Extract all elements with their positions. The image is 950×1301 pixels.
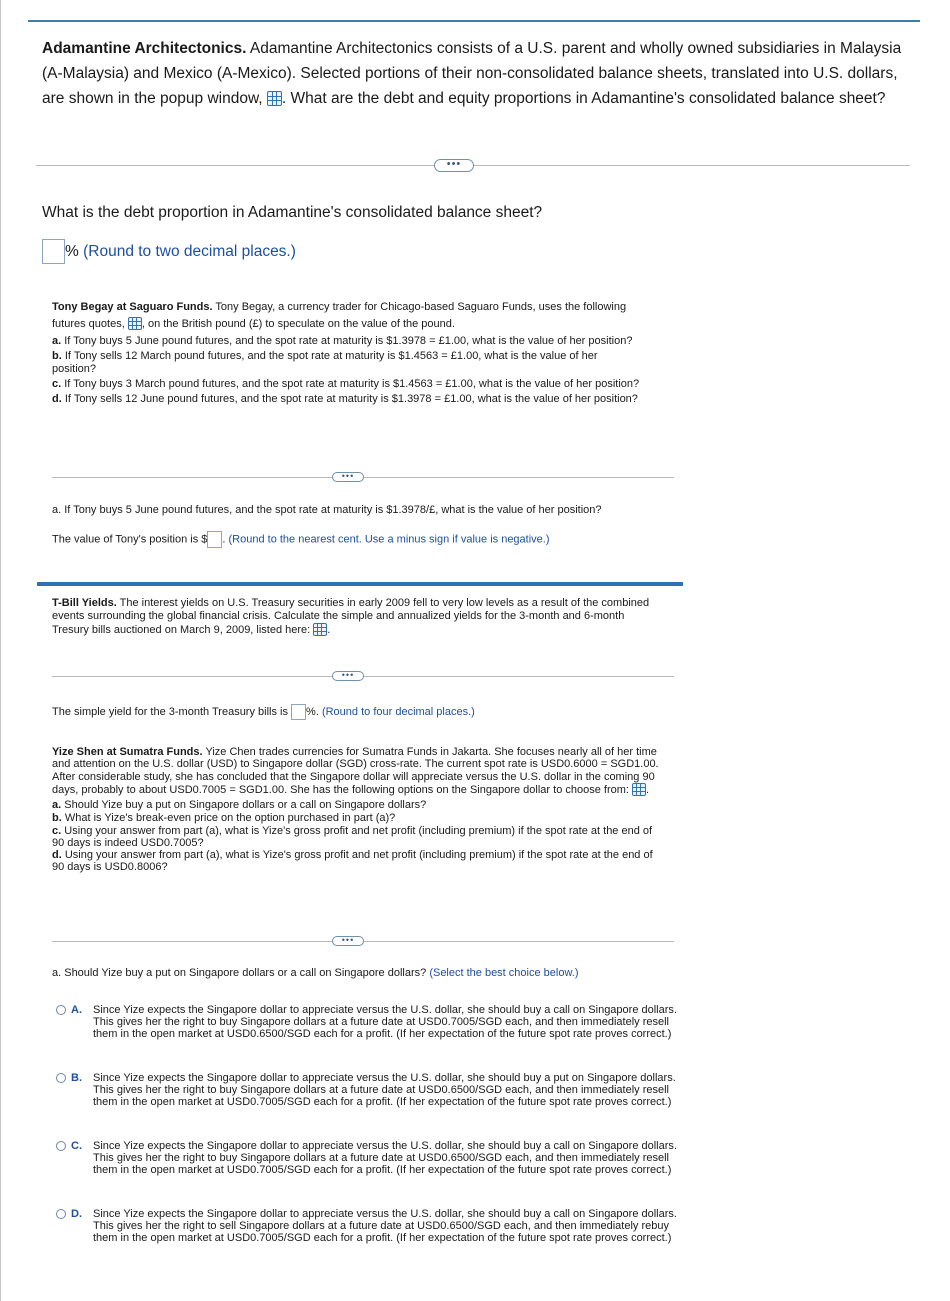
q3-hint: (Round to four decimal places.) <box>321 705 475 718</box>
q4-intro-a: Yize Chen trades currencies for Sumatra Funds in Jakarta. She focuses nearly all of her time and attention on the U.S. dollar (USD) to Singapore dollar (SGD) cross-rate. The current spot rate is USD0.6000 = SGD1.00. After considerable study, she has concluded that the Singapore dollar will appreciate versus the U.S. dollar in the coming 90 days, probably to about USD0.7005 = SGD1.00. She has the following options on the Singapore dollar to choose from: <box>52 746 659 797</box>
q2-title: Tony Begay at Saguaro Funds. <box>52 301 213 313</box>
q4-title: Yize Shen at Sumatra Funds. <box>52 746 203 758</box>
page-left-border <box>0 0 1 1301</box>
q1-expand-button[interactable]: ••• <box>434 159 474 172</box>
q2-intro-a: Tony Begay, a currency trader for Chicago-based Saguaro Funds, uses the following futures quotes, <box>52 301 627 330</box>
q2-part-d: d. If Tony sells 12 June pound futures, and the spot rate at maturity is $1.3978 = £1.00, what is the value of her position? <box>52 393 638 405</box>
q2-hint: (Round to the nearest cent. Use a minus sign if value is negative.) <box>228 533 550 546</box>
q3-body: The interest yields on U.S. Treasury securities in early 2009 fell to very low levels as a result of the combined events surrounding the global financial crisis. Calculate the simple and annualized yields for the 3-month and 6-month Tresury bills auctioned on March 9, 2009, listed here: <box>52 597 650 636</box>
q1-answer-row <box>42 239 742 264</box>
q4-option-d-radio[interactable] <box>56 1209 66 1219</box>
q4-question-row <box>52 967 692 980</box>
q3-title: T-Bill Yields. <box>52 597 117 609</box>
q2-part-b: b. If Tony sells 12 March pound futures, and the spot rate at maturity is $1.4563 = £1.00, what is the value of her position? <box>52 350 598 375</box>
q4-option-a-radio[interactable] <box>56 1005 66 1015</box>
q2-answer-prefix: The value of Tony's position is $ <box>52 533 208 546</box>
top-rule <box>28 20 920 22</box>
q3-answer-prefix: The simple yield for the 3-month Treasury bills is <box>52 705 288 718</box>
q3-expand-button[interactable]: ••• <box>332 671 364 681</box>
q3-answer-suffix: %. <box>306 705 319 718</box>
q4-option-c-radio[interactable] <box>56 1141 66 1151</box>
q2-question: a. If Tony buys 5 June pound futures, and the spot rate at maturity is $1.3978/£, what is the value of her position? <box>52 504 602 516</box>
q4-hint: (Select the best choice below.) <box>429 967 579 979</box>
q4-part-d: d. Using your answer from part (a), what is Yize's gross profit and net profit (including premium) if the spot rate at the end of 90 days is USD0.8006? <box>52 848 653 873</box>
q2-prompt <box>52 299 642 406</box>
q1-prompt <box>42 36 910 111</box>
q3-prompt: T-Bill Yields. The interest yields on U.S. Treasury securities in early 2009 fell to very low levels as a result of the combined events surrounding the global financial crisis. Calculate the simple and annualized yields for the 3-month and 6-month Tresury bills auctioned on March 9, 2009, listed here: . <box>52 597 650 636</box>
q4-question: a. Should Yize buy a put on Singapore dollars or a call on Singapore dollars? <box>52 967 427 979</box>
q2-table-icon[interactable] <box>128 317 142 330</box>
q1-body-b: . What are the debt and equity proportions in Adamantine's consolidated balance sheet? <box>281 90 886 107</box>
q3-answer-row <box>52 704 672 720</box>
q4-table-icon[interactable] <box>632 783 646 796</box>
q4-part-b: b. What is Yize's break-even price on the option purchased in part (a)? <box>52 811 396 824</box>
q3-answer-input[interactable] <box>291 704 306 720</box>
q2-answer-input[interactable] <box>207 531 222 548</box>
q2-answer-row <box>52 531 672 548</box>
q4-option-b-radio[interactable] <box>56 1073 66 1083</box>
q4-option-b-text: Since Yize expects the Singapore dollar to appreciate versus the U.S. dollar, she should buy a put on Singapore dollars. This gives her the right to buy Singapore dollars at a future date at USD0.6500/SGD each, and then immediately resell them in the open market at USD0.7005/SGD each for a profit. (If her expectation of the future spot rate proves correct.) <box>93 1072 676 1108</box>
q2-answer-suffix: . <box>222 533 226 546</box>
q1-question: What is the debt proportion in Adamantine's consolidated balance sheet? <box>42 204 543 221</box>
q4-option-d-text: Since Yize expects the Singapore dollar to appreciate versus the U.S. dollar, she should buy a call on Singapore dollars. This gives her the right to sell Singapore dollars at a future date at USD0.6500/SGD each, and then immediately rebuy them in the open market at USD0.7005/SGD each for a profit. (If her expectation of the future spot rate proves correct.) <box>93 1208 677 1244</box>
q4-option-c-letter: C. <box>71 1140 82 1152</box>
q3-table-icon[interactable] <box>313 623 327 636</box>
q4-part-a: a. Should Yize buy a put on Singapore dollars or a call on Singapore dollars? <box>52 798 427 811</box>
q2-part-c: c. If Tony buys 3 March pound futures, and the spot rate at maturity is $1.4563 = £1.00, what is the value of her position? <box>52 378 640 390</box>
q1-title: Adamantine Architectonics. <box>42 40 247 57</box>
q2-expand-button[interactable]: ••• <box>332 472 364 482</box>
q4-option-a-text: Since Yize expects the Singapore dollar to appreciate versus the U.S. dollar, she should buy a call on Singapore dollars. This gives her the right to buy Singapore dollars at a future date at USD0.7005/SGD each, and then immediately resell them in the open market at USD0.6500/SGD each for a profit. (If her expectation of the future spot rate proves correct.) <box>93 1004 677 1040</box>
q1-table-icon[interactable] <box>267 91 282 106</box>
q3-top-rule <box>37 582 683 586</box>
q4-expand-button[interactable]: ••• <box>332 936 364 946</box>
q4-option-d-letter: D. <box>71 1208 82 1220</box>
q4-option-b-letter: B. <box>71 1072 82 1084</box>
q2-part-a: a. If Tony buys 5 June pound futures, and the spot rate at maturity is $1.3978 = £1.00, what is the value of her position? <box>52 335 633 347</box>
q2-intro-b: , on the British pound (£) to speculate on the value of the pound. <box>141 318 455 330</box>
q4-prompt: Yize Shen at Sumatra Funds. Yize Chen trades currencies for Sumatra Funds in Jakarta. She focuses nearly all of her time and attention on the U.S. dollar (USD) to Singapore dollar (SGD) cross-rate. The current spot rate is USD0.6000 = SGD1.00. After considerable study, she has concluded that the Singapore dollar will appreciate versus the U.S. dollar in the coming 90 days, probably to about USD0.7005 = SGD1.00. She has the following options on the Singapore dollar to choose from: . a. Should Yize buy a put on Singapore dollars or a call on Singapore dollars? b. What is Yize's break-even price on the option purchased in part (a)? c. Using your answer from part (a), what is Yize's gross profit and net profit (including premium) if the spot rate at the end of 90 days is indeed USD0.7005? d. Using your answer from part (a), what is Yize's gross profit and net profit (including premium) if the spot rate at the end of 90 days is USD0.8006? <box>52 746 666 873</box>
q1-unit: % <box>65 243 79 260</box>
q4-option-c-text: Since Yize expects the Singapore dollar to appreciate versus the U.S. dollar, she should buy a call on Singapore dollars. This gives her the right to buy Singapore dollars at a future date at USD0.6500/SGD each, and then immediately resell them in the open market at USD0.7005/SGD each for a profit. (If her expectation of the future spot rate proves correct.) <box>93 1140 677 1176</box>
q1-body-a: Adamantine Architectonics consists of a U.S. parent and wholly owned subsidiaries in Malaysia (A-Malaysia) and Mexico (A-Mexico). Selected portions of their non-consolidated balance sheets, translated into U.S. dollars, are shown in the popup window, <box>42 40 902 107</box>
q4-option-a-letter: A. <box>71 1004 82 1016</box>
q1-hint: (Round to two decimal places.) <box>83 243 296 260</box>
q4-part-c: c. Using your answer from part (a), what is Yize's gross profit and net profit (including premium) if the spot rate at the end of 90 days is indeed USD0.7005? <box>52 824 653 849</box>
q1-answer-input[interactable] <box>42 239 65 264</box>
